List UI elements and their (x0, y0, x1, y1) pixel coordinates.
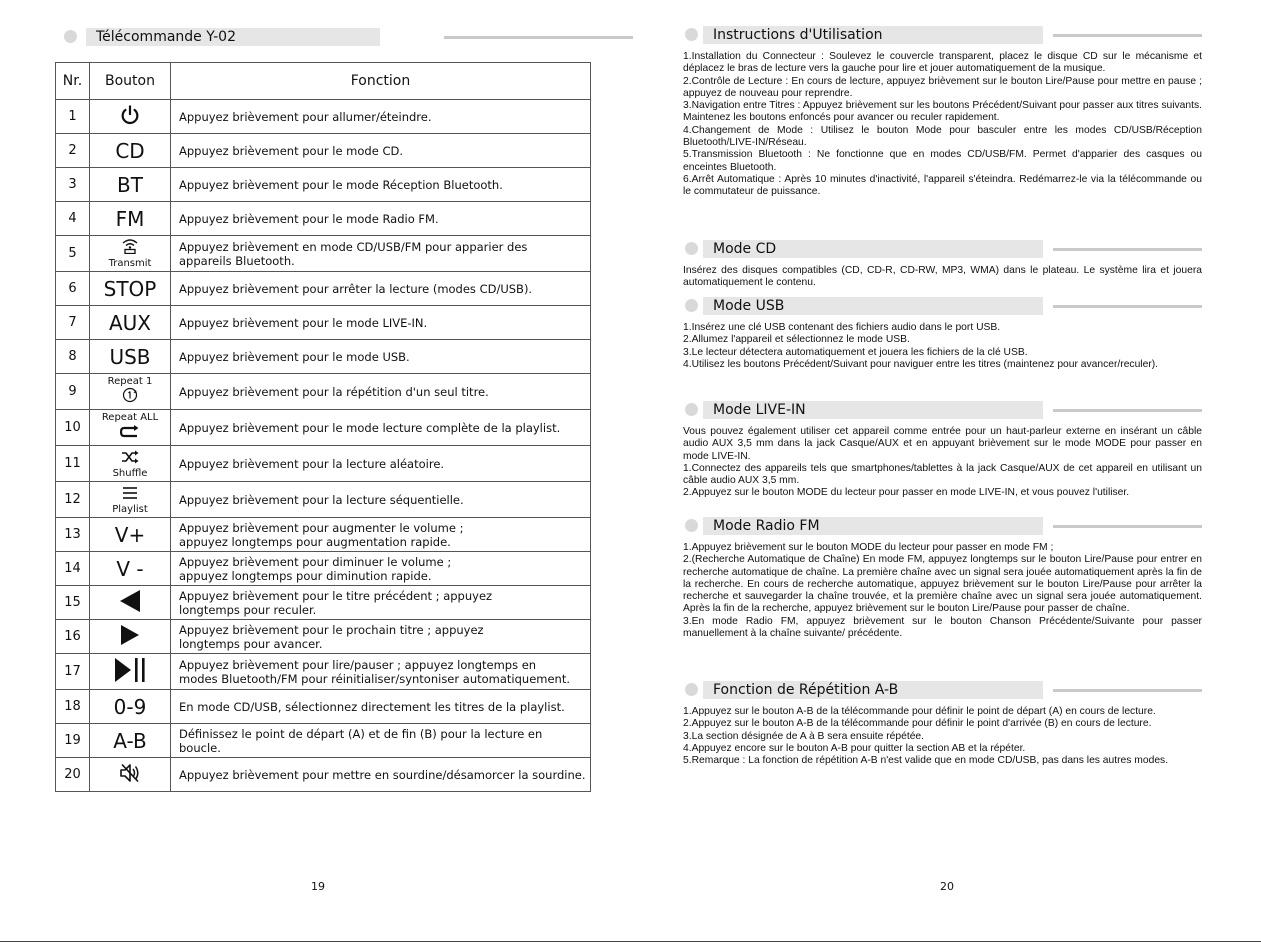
row-number: 11 (56, 446, 90, 482)
paragraph: 2.Allumez l'appareil et sélectionnez le mode USB. (683, 334, 910, 346)
page-number-right: 20 (940, 880, 954, 893)
paragraph: 5.Transmission Bluetooth : Ne fonctionne que en modes CD/USB/FM. Permet d'apparier des casques ou enceintes Bluetooth. (683, 149, 1202, 173)
table-row (56, 518, 591, 552)
button-cell (90, 446, 171, 482)
header-nr: Nr. (56, 63, 90, 100)
function-text: Appuyez brièvement pour le mode lecture complète de la playlist. (179, 420, 561, 435)
table-row (56, 620, 591, 654)
row-number: 13 (56, 518, 90, 552)
table-row (56, 758, 591, 792)
button-cell (90, 168, 171, 202)
right-section (683, 681, 1202, 767)
repeat-all-icon (119, 424, 141, 443)
function-cell (171, 552, 591, 586)
paragraph: 6.Arrêt Automatique : Après 10 minutes d'inactivité, l'appareil s'éteindra. Redémarrez-le via la télécommande ou le commutateur de puissance. (683, 173, 1202, 198)
table-row (56, 306, 591, 340)
paragraph: 1.Appuyez brièvement sur le bouton MODE du lecteur pour passer en mode FM ; (683, 542, 1054, 553)
function-cell (171, 410, 591, 446)
table-row (56, 446, 591, 482)
function-text: Définissez le point de départ (A) et de fin (B) pour la lecture en boucle. (179, 726, 543, 755)
function-cell (171, 620, 591, 654)
table-row (56, 100, 591, 134)
function-text: Appuyez brièvement pour mettre en sourdine/désamorcer la sourdine. (179, 767, 586, 782)
bullet-dot-icon (685, 403, 698, 416)
paragraph: 1.Appuyez sur le bouton A-B de la télécommande pour définir le point de départ (A) en cours de lecture. (683, 706, 1156, 717)
function-text: Appuyez brièvement en mode CD/USB/FM pour apparier des appareils Bluetooth. (179, 239, 528, 268)
function-cell (171, 272, 591, 306)
table-row (56, 236, 591, 272)
section-body (683, 542, 1202, 640)
button-small-label: Playlist (112, 504, 148, 515)
button-label: 0-9 (113, 694, 147, 719)
paragraph: 1.Installation du Connecteur : Soulevez le couvercle transparent, placez le disque CD sur le mécanisme et déplacez le bras de lecture vers la gauche pour lire et jouer automatiquement de la musique. (683, 51, 1202, 75)
section-header (683, 297, 1202, 315)
paragraph: 4.Changement de Mode : Utilisez le bouton Mode pour basculer entre les modes CD/USB/Réception Bluetooth/LIVE-IN/Réseau. (683, 124, 1202, 149)
section-header (683, 26, 1202, 44)
button-small-label: Repeat 1 (107, 375, 153, 387)
repeat-one-icon (121, 387, 139, 407)
row-number: 15 (56, 586, 90, 620)
function-text: En mode CD/USB, sélectionnez directement les titres de la playlist. (179, 699, 565, 714)
button-cell (90, 654, 171, 690)
play-pause-icon (113, 656, 147, 688)
row-number: 9 (56, 374, 90, 410)
function-text: Appuyez brièvement pour la lecture séquentielle. (179, 492, 464, 507)
section-title: Fonction de Répétition A-B (713, 682, 899, 698)
power-icon (119, 104, 141, 130)
row-number: 3 (56, 168, 90, 202)
paragraph: 4.Appuyez encore sur le bouton A-B pour quitter la section AB et la répéter. (683, 742, 1026, 754)
paragraph: 3.La section désignée de A à B sera ensuite répétée. (683, 730, 925, 742)
button-cell (90, 306, 171, 340)
function-text: Appuyez brièvement pour le prochain titre ; appuyez longtemps pour avancer. (179, 622, 484, 651)
row-number: 17 (56, 654, 90, 690)
table-row (56, 202, 591, 236)
right-section (683, 26, 1202, 199)
left-section-title: Télécommande Y-02 (96, 29, 236, 45)
bullet-dot-icon (685, 299, 698, 312)
right-section (683, 517, 1202, 640)
table-row (56, 134, 591, 168)
bullet-dot-icon (64, 30, 77, 43)
button-small-label: Repeat ALL (101, 412, 159, 423)
button-cell (90, 134, 171, 168)
mute-icon (119, 763, 141, 787)
table-row (56, 168, 591, 202)
left-section-header (64, 28, 570, 46)
button-small-label: Shuffle (112, 468, 148, 479)
button-label: V - (116, 556, 144, 581)
function-text: Appuyez brièvement pour diminuer le volume ; appuyez longtemps pour diminution rapide. (179, 554, 452, 583)
section-title: Instructions d'Utilisation (713, 27, 883, 43)
section-title: Mode LIVE-IN (713, 402, 806, 418)
previous-icon (119, 589, 141, 617)
function-cell (171, 586, 591, 620)
right-section (683, 297, 1202, 371)
table-row (56, 552, 591, 586)
right-section (683, 240, 1202, 290)
section-body (683, 322, 1202, 371)
section-title: Mode Radio FM (713, 518, 820, 534)
button-cell (90, 202, 171, 236)
function-cell (171, 518, 591, 552)
paragraph: 4.Utilisez les boutons Précédent/Suivant pour naviguer entre les titres (maintenez pour avancer/reculer). (683, 358, 1159, 370)
function-text: Appuyez brièvement pour le mode USB. (179, 349, 410, 364)
function-cell (171, 340, 591, 374)
bullet-dot-icon (685, 28, 698, 41)
playlist-icon (121, 485, 139, 504)
header-bouton: Bouton (90, 63, 171, 100)
row-number: 1 (56, 100, 90, 134)
function-cell (171, 724, 591, 758)
paragraph: 3.Navigation entre Titres : Appuyez brièvement sur les boutons Précédent/Suivant pour passer aux titres suivants. Maintenez les boutons enfoncés pour avancer ou reculer rapidement. (683, 100, 1202, 124)
bullet-dot-icon (685, 242, 698, 255)
bullet-dot-icon (685, 683, 698, 696)
button-cell (90, 758, 171, 792)
row-number: 2 (56, 134, 90, 168)
paragraph: 3.Le lecteur détectera automatiquement et jouera les fichiers de la clé USB. (683, 346, 1028, 358)
row-number: 8 (56, 340, 90, 374)
section-body (683, 426, 1202, 500)
paragraph: 3.En mode Radio FM, appuyez brièvement sur le bouton Chanson Précédente/Suivante pour passer manuellement à la chaîne suivante/ précédente. (683, 615, 1202, 640)
paragraph: 2.Contrôle de Lecture : En cours de lecture, appuyez brièvement sur le bouton Lire/Pause pour mettre en pause ; appuyez de nouveau pour reprendre. (683, 75, 1202, 99)
button-small-label: Transmit (108, 258, 152, 270)
function-cell (171, 758, 591, 792)
function-cell (171, 654, 591, 690)
button-cell (90, 724, 171, 758)
button-label: A-B (113, 728, 147, 753)
remote-function-table (55, 62, 591, 792)
function-cell (171, 236, 591, 272)
function-text: Appuyez brièvement pour le mode Radio FM. (179, 211, 439, 226)
function-text: Appuyez brièvement pour le mode CD. (179, 143, 403, 158)
row-number: 12 (56, 482, 90, 518)
bottom-border (0, 941, 1261, 942)
function-text: Appuyez brièvement pour la répétition d'un seul titre. (179, 384, 489, 399)
function-cell (171, 202, 591, 236)
row-number: 10 (56, 410, 90, 446)
page-number-left: 19 (311, 880, 325, 893)
transmit-icon (121, 238, 139, 258)
paragraph: 5.Remarque : La fonction de répétition A-B n'est valide que en mode CD/USB, pas dans les autres modes. (683, 755, 1169, 767)
section-title: Mode CD (713, 241, 777, 257)
function-text: Appuyez brièvement pour le mode LIVE-IN. (179, 315, 428, 330)
button-label: BT (117, 172, 143, 197)
section-header (683, 240, 1202, 258)
table-row (56, 690, 591, 724)
function-text: Appuyez brièvement pour allumer/éteindre. (179, 109, 432, 124)
function-cell (171, 690, 591, 724)
section-body (683, 706, 1202, 767)
button-cell (90, 272, 171, 306)
section-body (683, 51, 1202, 199)
table-row (56, 482, 591, 518)
table-row (56, 340, 591, 374)
button-label: AUX (108, 310, 152, 335)
table-row (56, 272, 591, 306)
paragraph: 2.Appuyez sur le bouton A-B de la télécommande pour définir le point d'arrivée (B) en cours de lecture. (683, 718, 1152, 730)
function-cell (171, 100, 591, 134)
row-number: 16 (56, 620, 90, 654)
function-text: Appuyez brièvement pour lire/pauser ; appuyez longtemps en modes Bluetooth/FM pour réinitialiser/syntoniser automatiquement. (179, 657, 570, 686)
button-cell (90, 552, 171, 586)
table-row (56, 654, 591, 690)
button-cell (90, 586, 171, 620)
section-header (683, 517, 1202, 535)
row-number: 7 (56, 306, 90, 340)
header-fonction: Fonction (171, 63, 591, 100)
function-text: Appuyez brièvement pour la lecture aléatoire. (179, 456, 445, 471)
function-cell (171, 168, 591, 202)
function-text: Appuyez brièvement pour arrêter la lecture (modes CD/USB). (179, 281, 533, 296)
row-number: 20 (56, 758, 90, 792)
table-row (56, 374, 591, 410)
button-cell (90, 340, 171, 374)
button-label: USB (109, 344, 151, 369)
section-title: Mode USB (713, 298, 785, 314)
section-header (683, 681, 1202, 699)
button-cell (90, 236, 171, 272)
section-body (683, 265, 1202, 290)
button-label: FM (115, 206, 145, 231)
function-cell (171, 306, 591, 340)
button-cell (90, 620, 171, 654)
button-cell (90, 374, 171, 410)
button-cell (90, 518, 171, 552)
right-section (683, 401, 1202, 500)
row-number: 4 (56, 202, 90, 236)
function-cell (171, 446, 591, 482)
button-cell (90, 482, 171, 518)
table-row (56, 724, 591, 758)
button-label: CD (115, 138, 145, 163)
button-cell (90, 100, 171, 134)
button-label: V+ (114, 522, 146, 547)
paragraph: 1.Insérez une clé USB contenant des fichiers audio dans le port USB. (683, 322, 1001, 333)
section-header (683, 401, 1202, 419)
function-text: Appuyez brièvement pour augmenter le volume ; appuyez longtemps pour augmentation rapide. (179, 520, 464, 549)
row-number: 14 (56, 552, 90, 586)
button-cell (90, 410, 171, 446)
table-row (56, 586, 591, 620)
function-text: Appuyez brièvement pour le mode Réception Bluetooth. (179, 177, 503, 192)
function-cell (171, 134, 591, 168)
table-row (56, 410, 591, 446)
row-number: 6 (56, 272, 90, 306)
button-cell (90, 690, 171, 724)
next-icon (120, 624, 140, 650)
function-text: Appuyez brièvement pour le titre précédent ; appuyez longtemps pour reculer. (179, 588, 493, 617)
paragraph: 1.Connectez des appareils tels que smartphones/tablettes à la jack Casque/AUX de cet appareil en utilisant un câble audio AUX 3,5 mm. (683, 462, 1202, 487)
paragraph: Vous pouvez également utiliser cet appareil comme entrée pour un haut-parleur externe en insérant un câble audio AUX 3,5 mm dans la jack Casque/AUX et en appuyant brièvement sur le mode MODE pour passer en mode LIVE-IN. (683, 426, 1202, 462)
function-cell (171, 374, 591, 410)
row-number: 18 (56, 690, 90, 724)
button-label: STOP (103, 276, 157, 301)
shuffle-icon (121, 449, 139, 468)
paragraph: 2.(Recherche Automatique de Chaîne) En mode FM, appuyez longtemps sur le bouton Lire/Pause pour entrer en recherche automatique de chaîne. La première chaîne avec un signal sera jouée automatiquement après la fin de la recherche. En cours de recherche automatique, appuyez brièvement sur le bouton Lire/Pause pour arrêter la recherche et sauvegarder la chaîne trouvée, et la première chaîne avec un signal sera jouée automatiquement. Après la fin de la recherche, appuyez brièvement sur le bouton Lire/Pause pour passer de chaîne. (683, 554, 1202, 615)
paragraph: 2.Appuyez sur le bouton MODE du lecteur pour passer en mode LIVE-IN, et vous pouvez l'utiliser. (683, 487, 1130, 499)
paragraph: Insérez des disques compatibles (CD, CD-R, CD-RW, MP3, WMA) dans le plateau. Le système lira et jouera automatiquement le contenu. (683, 265, 1202, 289)
row-number: 19 (56, 724, 90, 758)
function-cell (171, 482, 591, 518)
bullet-dot-icon (685, 519, 698, 532)
row-number: 5 (56, 236, 90, 272)
